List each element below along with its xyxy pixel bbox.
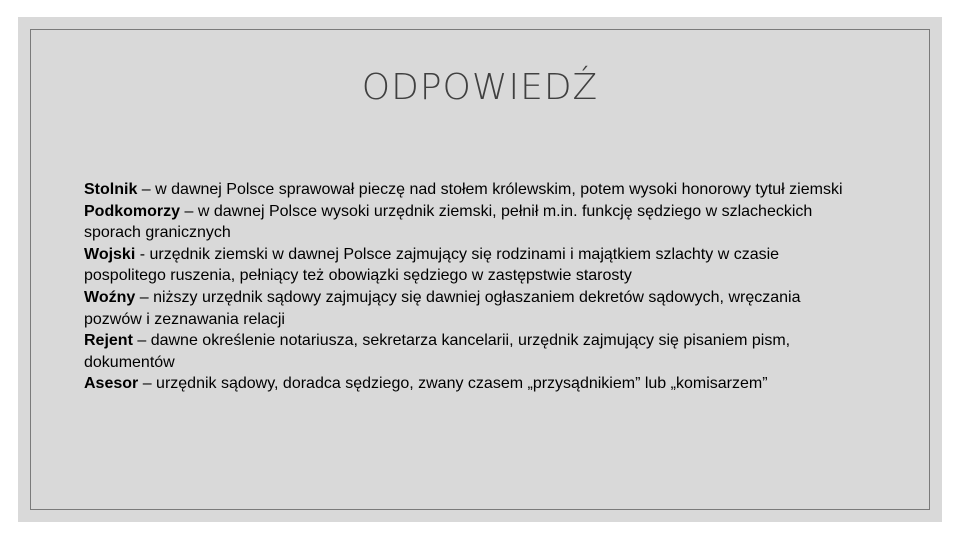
term-separator: – (132, 332, 151, 350)
term-definition: w dawnej Polsce wysoki urzędnik ziemski, pełnił m.in. funkcję sędziego w szlacheckich sporach granicznych (84, 202, 813, 242)
definitions-list (84, 179, 844, 395)
term-definition: w dawnej Polsce sprawował pieczę nad stołem królewskim, potem wysoki honorowy tytuł ziemski (155, 181, 843, 198)
definition-entry-asesor (84, 373, 844, 395)
term-definition: dawne określenie notariusza, sekretarza kancelarii, urzędnik zajmujący się pisaniem pism, dokumentów (84, 332, 791, 371)
term-label: Rejent (84, 332, 133, 350)
term-definition: urzędnik ziemski w dawnej Polsce zajmujący się rodzinami i majątkiem szlachty w czasie pospolitego ruszenia, pełniący też obowiązki sędziego w zastępstwie starosty (84, 245, 780, 285)
slide-title: ODPOWIEDŹ (361, 67, 599, 108)
definition-entry-podkomorzy (84, 201, 844, 244)
term-label: Stolnik (84, 181, 138, 198)
term-separator: – (138, 375, 157, 393)
term-separator: – (135, 288, 154, 306)
term-separator: - (135, 245, 150, 263)
term-definition: urzędnik sądowy, doradca sędziego, zwany czasem „przysądnikiem” lub „komisarzem” (156, 375, 768, 393)
definition-entry-wozny (84, 287, 844, 330)
term-label: Woźny (84, 288, 136, 306)
term-separator: – (137, 181, 156, 198)
term-label: Asesor (84, 375, 139, 393)
term-label: Wojski (84, 245, 136, 263)
term-label: Podkomorzy (84, 202, 181, 220)
term-definition: niższy urzędnik sądowy zajmujący się dawniej ogłaszaniem dekretów sądowych, wręczania pozwów i zeznawania relacji (84, 288, 801, 328)
term-separator: – (180, 202, 198, 220)
definition-entry-rejent (84, 330, 844, 373)
slide (18, 17, 942, 522)
definition-entry-wojski (84, 244, 844, 287)
definition-entry-stolnik (84, 179, 844, 201)
